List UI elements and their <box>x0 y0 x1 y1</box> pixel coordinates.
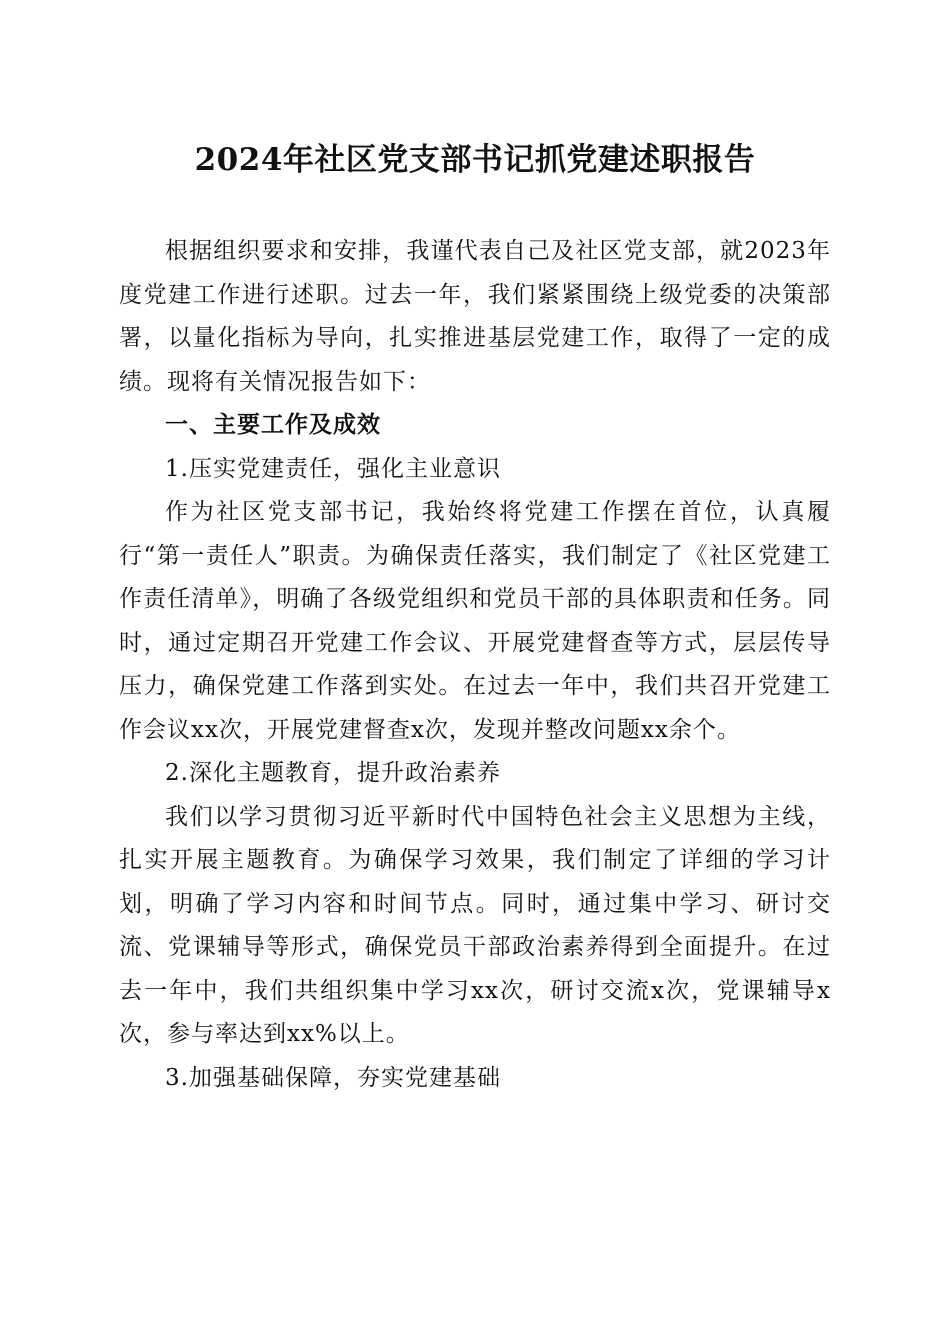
item-paragraph-1: 作为社区党支部书记，我始终将党建工作摆在首位，认真履行“第一责任人”职责。为确保责任落实，我们制定了《社区党建工作责任清单》，明确了各级党组织和党员干部的具体职责和任务。同时，通过定期召开党建工作会议、开展党建督查等方式，层层传导压力，确保党建工作落到实处。在过去一年中，我们共召开党建工作会议xx次，开展党建督查x次，发现并整改问题xx余个。 <box>119 499 831 743</box>
intro-paragraph: 根据组织要求和安排，我谨代表自己及社区党支部，就2023年度党建工作进行述职。过去一年，我们紧紧围绕上级党委的决策部署，以量化指标为导向，扎实推进基层党建工作，取得了一定的成绩。现将有关情况报告如下： <box>119 238 831 395</box>
item-heading-3: 3.加强基础保障，夯实党建基础 <box>165 1064 501 1091</box>
item-paragraph-2: 我们以学习贯彻习近平新时代中国特色社会主义思想为主线，扎实开展主题教育。为确保学习效果，我们制定了详细的学习计划，明确了学习内容和时间节点。同时，通过集中学习、研讨交流、党课辅导等形式，确保党员干部政治素养得到全面提升。在过去一年中，我们共组织集中学习xx次，研讨交流x次，党课辅导x次，参与率达到xx%以上。 <box>119 803 831 1047</box>
document-body <box>119 230 831 1100</box>
item-heading-1: 1.压实党建责任，强化主业意识 <box>165 455 501 482</box>
item-heading-2: 2.深化主题教育，提升政治素养 <box>165 760 501 786</box>
document-title: 2024年社区党支部书记抓党建述职报告 <box>194 142 756 178</box>
section-heading-1: 一、主要工作及成效 <box>165 412 381 438</box>
